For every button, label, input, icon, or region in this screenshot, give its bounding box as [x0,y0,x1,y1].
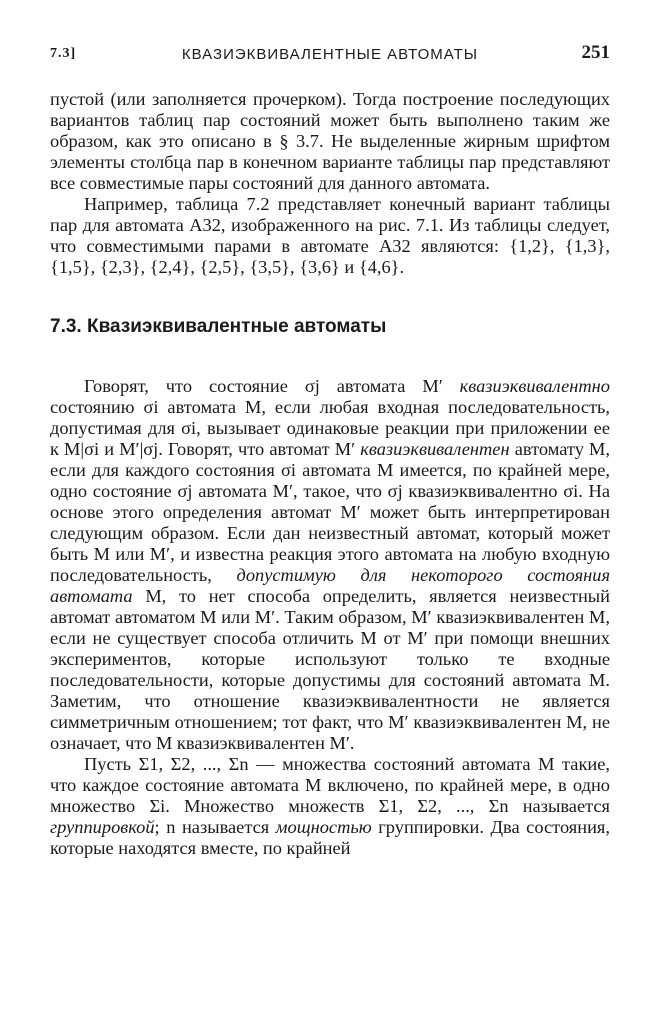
page-body [50,89,610,859]
running-header [50,42,610,66]
italic-term: группировкой [50,817,155,837]
italic-term: допустимую для некоторого состояния автомата [50,565,610,606]
text-run: группировки. Два состояния, которые находятся вместе, по крайней [50,817,610,858]
paragraph-example: Например, таблица 7.2 представляет конечный вариант таблицы пар для автомата А32, изображенного на рис. 7.1. Из таблицы следует, что совместимыми парами в автомате А32 являются: {1,2}, {1,3}, {1,5}, {2,3}, {2,4}, {2,5}, {3,5}, {3,6} и {4,6}. [50,194,610,277]
text-run: состоянию σi автомата M, если любая входная последовательность, допустимая для σi, вызывает одинаковые реакции при приложении ее к M|σi и M′|σj. Говорят, что автомат M′ [50,397,610,459]
section-heading: 7.3. Квазиэквивалентные автоматы [50,316,387,337]
header-title: КВАЗИЭКВИВАЛЕНТНЫЕ АВТОМАТЫ [181,46,479,63]
text-run: Пусть Σ1, Σ2, ..., Σn — множества состояний автомата M такие, что каждое состояние автомата M включено, по крайней мере, в одно множество Σi. Множество множеств Σ1, Σ2, ..., Σn называется [50,754,610,816]
text-run: Говорят, что состояние σj автомата M′ [84,376,460,396]
paragraph-definition [50,376,610,754]
italic-term: квазиэквивалентно [459,376,610,396]
text-run: автомату M, если для каждого состояния σi автомата M имеется, по крайней мере, одно состояние σj автомата M′, такое, что σj квазиэквивалентно σi. На основе этого определения автомат M′ может быть интерпретирован следующим образом. Если дан неизвестный автомат, который может быть M или M′, и известна реакция этого автомата на любую входную последовательность, [50,439,610,585]
text-run: M, то нет способа определить, является неизвестный автомат автоматом M или M′. Таким образом, M′ квазиэквивалентен M, если не существует способа отличить M от M′ при помощи внешних экспериментов, которые используют только те входные последовательности, которые допустимы для состояний автомата M. Заметим, что отношение квазиэквивалентности не является симметричным отношением; тот факт, что M′ квазиэквивалентен M, не означает, что M квазиэквивалентен M′. [50,586,610,753]
header-section-number: 7.3] [50,46,77,61]
italic-term: мощностью [275,817,372,837]
italic-term: квазиэквивалентен [360,439,510,459]
paragraph-grouping [50,754,610,859]
page-number: 251 [581,42,610,63]
paragraph-continuation: пустой (или заполняется прочерком). Тогда построение последующих вариантов таблиц пар состояний может быть выполнено таким же образом, как это описано в § 3.7. Не выделенные жирным шрифтом элементы столбца пар в конечном варианте таблицы пар представляют все совместимые пары состояний для данного автомата. [50,89,610,193]
text-run: ; n называется [154,817,276,837]
